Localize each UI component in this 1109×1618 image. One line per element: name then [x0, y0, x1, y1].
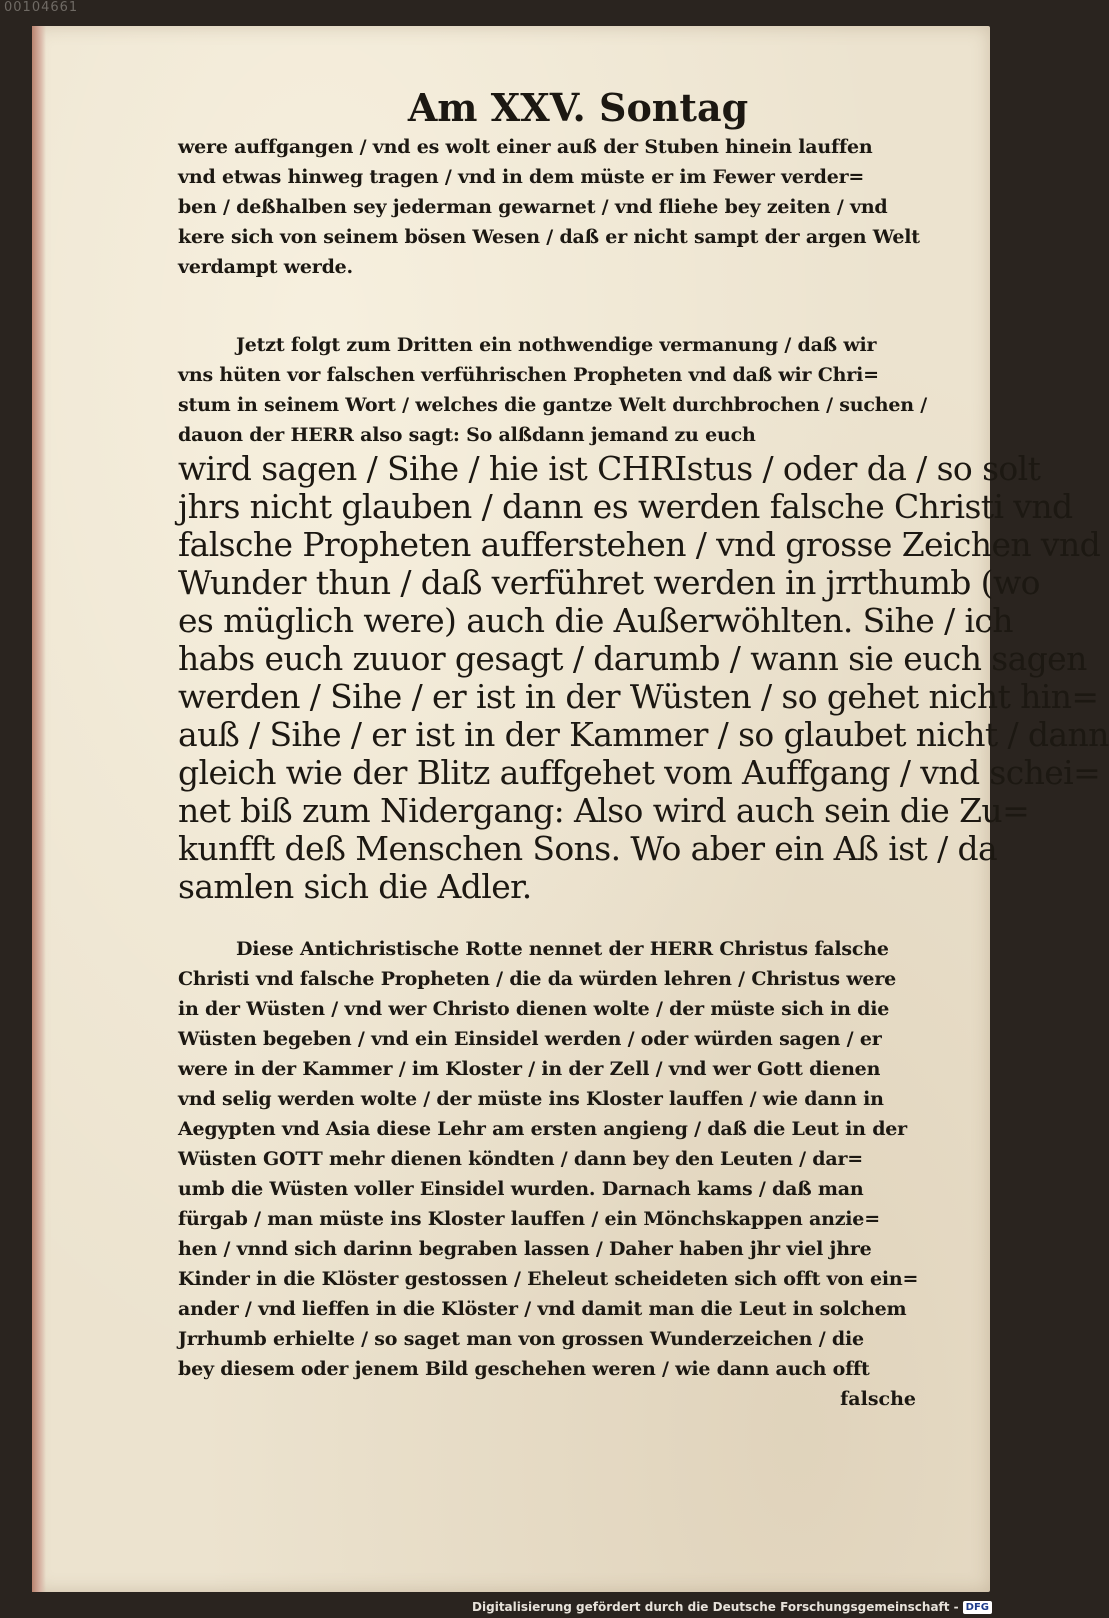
- text-line: vnd etwas hinweg tragen / vnd in dem müste er im Fewer verder=: [178, 166, 865, 188]
- text-line: dauon der HERR also sagt: So alßdann jemand zu euch: [178, 424, 756, 446]
- text-line: Aegypten vnd Asia diese Lehr am ersten angieng / daß die Leut in der: [178, 1118, 907, 1140]
- text-line: were auffgangen / vnd es wolt einer auß der Stuben hinein lauffen: [178, 136, 873, 158]
- quote-line: gleich wie der Blitz auffgehet vom Auffgang / vnd schei=: [178, 753, 1101, 792]
- text-line: were in der Kammer / im Kloster / in der Zell / vnd wer Gott dienen: [178, 1058, 881, 1080]
- quote-line: samlen sich die Adler.: [178, 867, 532, 906]
- quote-line: werden / Sihe / er ist in der Wüsten / so gehet nicht hin=: [178, 677, 1099, 716]
- text-line: hen / vnnd sich darinn begraben lassen / Daher haben jhr viel jhre: [178, 1238, 872, 1260]
- digitization-footer: [472, 1600, 992, 1614]
- paragraph-3: [178, 934, 958, 1384]
- running-head: Am XXV. Sontag: [407, 85, 749, 130]
- page-edge: [32, 26, 46, 1592]
- dfg-logo-icon: DFG: [963, 1601, 992, 1614]
- page-content: [178, 70, 1109, 1414]
- quote-line: jhrs nicht glauben / dann es werden falsche Christi vnd: [178, 487, 1073, 526]
- text-line: Jetzt folgt zum Dritten ein nothwendige vermanung / daß wir: [236, 334, 877, 356]
- text-line: Wüsten GOTT mehr dienen köndten / dann bey den Leuten / dar=: [178, 1148, 864, 1170]
- text-line: stum in seinem Wort / welches die gantze Welt durchbrochen / suchen /: [178, 394, 927, 416]
- text-line: vnd selig werden wolte / der müste ins Kloster lauffen / wie dann in: [178, 1088, 884, 1110]
- paragraph-2-intro: [178, 330, 958, 450]
- quote-line: kunfft deß Menschen Sons. Wo aber ein Aß ist / da: [178, 829, 998, 868]
- text-line: Wüsten begeben / vnd ein Einsidel werden / oder würden sagen / er: [178, 1028, 882, 1050]
- footer-text: Digitalisierung gefördert durch die Deutsche Forschungsgemeinschaft -: [472, 1600, 959, 1614]
- text-line: umb die Wüsten voller Einsidel wurden. Darnach kams / daß man: [178, 1178, 864, 1200]
- text-line: Kinder in die Klöster gestossen / Eheleut scheideten sich offt von ein=: [178, 1268, 919, 1290]
- quote-line: falsche Propheten aufferstehen / vnd grosse Zeichen vnd: [178, 525, 1101, 564]
- text-line: bey diesem oder jenem Bild geschehen weren / wie dann auch offt: [178, 1358, 870, 1380]
- text-line: in der Wüsten / vnd wer Christo dienen wolte / der müste sich in die: [178, 998, 890, 1020]
- text-line: verdampt werde.: [178, 256, 353, 278]
- paragraph-1: [178, 132, 958, 282]
- text-line: vns hüten vor falschen verführischen Propheten vnd daß wir Chri=: [178, 364, 879, 386]
- text-line: Jrrhumb erhielte / so saget man von grossen Wunderzeichen / die: [178, 1328, 864, 1350]
- quote-line: wird sagen / Sihe / hie ist CHRIstus / oder da / so solt: [178, 449, 1041, 488]
- text-line: Diese Antichristische Rotte nennet der HERR Christus falsche: [236, 938, 889, 960]
- scripture-quote: [178, 449, 1109, 906]
- catchword: falsche: [840, 1388, 916, 1410]
- text-line: kere sich von seinem bösen Wesen / daß er nicht sampt der argen Welt: [178, 226, 920, 248]
- quote-line: habs euch zuuor gesagt / darumb / wann sie euch sagen: [178, 639, 1087, 678]
- quote-line: es müglich were) auch die Außerwöhlten. Sihe / ich: [178, 601, 1013, 640]
- quote-line: Wunder thun / daß verführet werden in jrrthumb (wo: [178, 563, 1040, 602]
- quote-line: net biß zum Nidergang: Also wird auch sein die Zu=: [178, 791, 1030, 830]
- quote-line: auß / Sihe / er ist in der Kammer / so glaubet nicht / dann: [178, 715, 1109, 754]
- text-line: ander / vnd lieffen in die Klöster / vnd damit man die Leut in solchem: [178, 1298, 907, 1320]
- text-line: ben / deßhalben sey jederman gewarnet / vnd fliehe bey zeiten / vnd: [178, 196, 888, 218]
- text-line: Christi vnd falsche Propheten / die da würden lehren / Christus were: [178, 968, 897, 990]
- text-line: fürgab / man müste ins Kloster lauffen / ein Mönchskappen anzie=: [178, 1208, 880, 1230]
- scan-id-label: 00104661: [4, 0, 79, 15]
